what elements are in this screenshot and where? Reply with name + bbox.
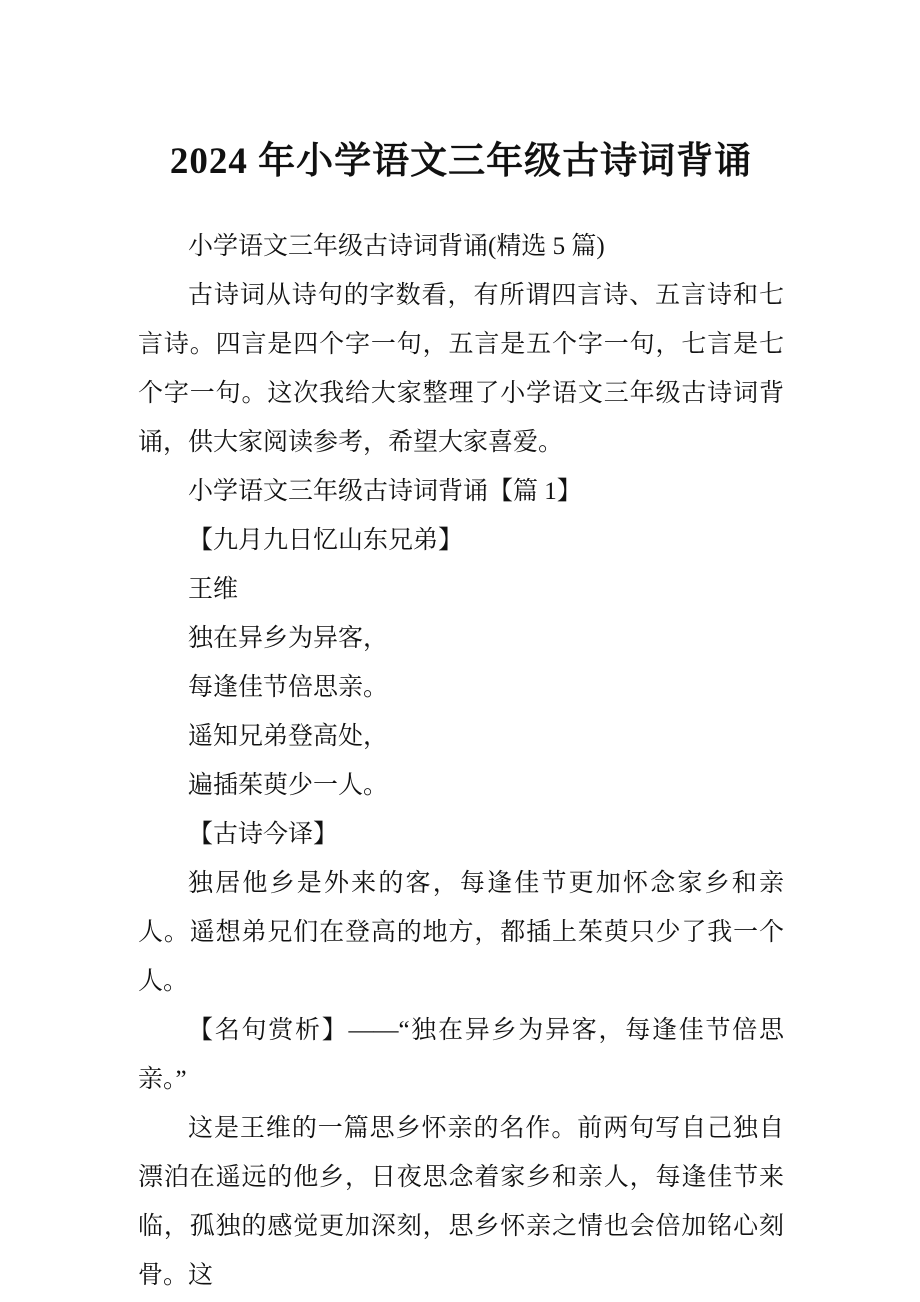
poem-author: 王维 [188,576,239,603]
poem-line: 每逢佳节倍思亲。 [188,674,389,701]
poem-line: 遥知兄弟登高处， [188,723,389,750]
analysis-paragraph: 这是王维的一篇思乡怀亲的名作。前两句写自己独自漂泊在遥远的他乡，日夜思念着家乡和亲人，每逢佳节来临，孤独的感觉更加深刻，思乡怀亲之情也会倍加铭心刻骨。这 [138,1115,784,1289]
subtitle: 小学语文三年级古诗词背诵(精选 5 篇) [188,233,605,260]
poem-line: 独在异乡为异客， [188,625,389,652]
analysis-heading: 【名句赏析】——“独在异乡为异客，每逢佳节倍思亲。” [138,1017,784,1093]
document-body [138,222,784,1300]
translation-paragraph: 独居他乡是外来的客，每逢佳节更加怀念家乡和亲人。遥想弟兄们在登高的地方，都插上茱萸只少了我一个人。 [138,870,784,995]
poem-line: 遍插茱萸少一人。 [188,772,389,799]
section-heading: 小学语文三年级古诗词背诵【篇 1】 [188,478,582,505]
poem-title: 【九月九日忆山东兄弟】 [188,527,464,554]
document-title: 2024 年小学语文三年级古诗词背诵 [169,141,753,182]
intro-paragraph: 古诗词从诗句的字数看，有所谓四言诗、五言诗和七言诗。四言是四个字一句，五言是五个字一句，七言是七个字一句。这次我给大家整理了小学语文三年级古诗词背诵，供大家阅读参考，希望大家喜爱。 [138,282,784,456]
translation-heading: 【古诗今译】 [188,821,339,848]
